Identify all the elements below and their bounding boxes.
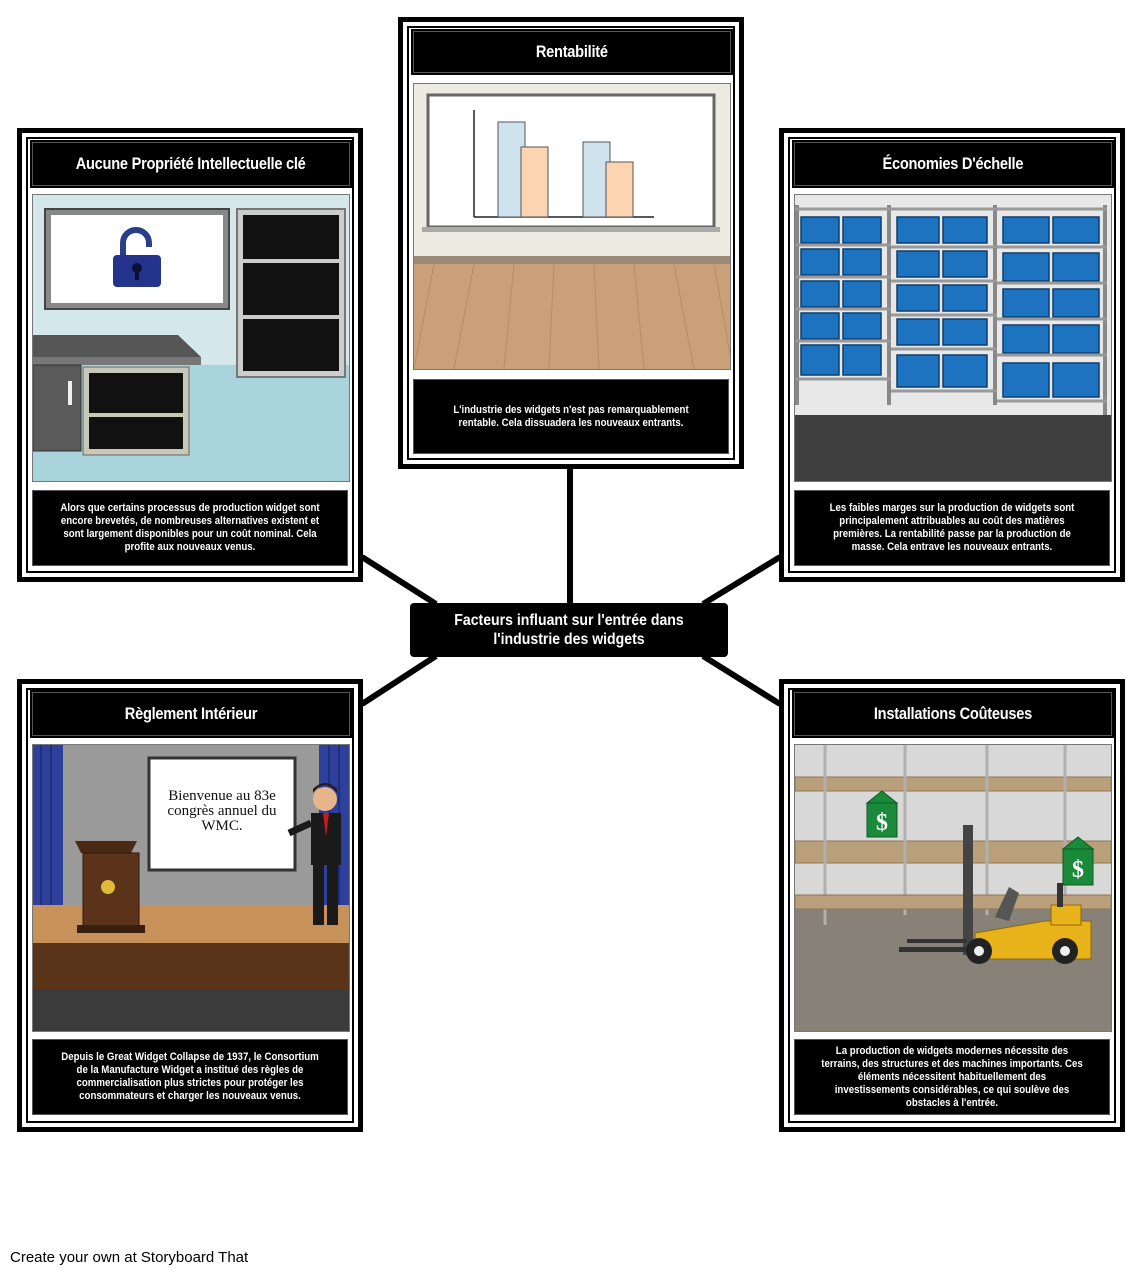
card-title: Règlement Intérieur [32,692,350,736]
card-title: Économies D'échelle [794,142,1112,186]
scene-warehouse-bins [794,194,1112,482]
connector-right-bottom [703,656,780,704]
connector-left-top [362,557,436,604]
card-title: Aucune Propriété Intellectuelle clé [32,142,350,186]
card-title: Rentabilité [413,31,731,73]
scene-classroom-chart [413,83,731,370]
connector-right-top [703,557,780,604]
card-description: Depuis le Great Widget Collapse de 1937, le Consortium de la Manufacture Widget a institué des règles de commercialisation plus strictes pour protéger les consommateurs et charger les nouveaux venus. [32,1039,348,1115]
footer-credit[interactable]: Create your own at Storyboard That [10,1249,249,1266]
welcome-sign-text: Bienvenue au 83e congrès annuel du WMC. [167,788,277,834]
card-description: Alors que certains processus de production widget sont encore brevetés, de nombreuses alternatives existent et sont largement disponibles pour un coût nominal. Cela profite aux nouveaux venus. [32,490,348,566]
chart-bar [606,162,633,217]
svg-text:$: $ [876,810,888,836]
scene-warehouse-forklift [794,744,1112,1032]
card-description: La production de widgets modernes nécessite des terrains, des structures et des machines importants. Ces éléments nécessitent habituellement des investissements considérables, ce qui soulève des obstacles à l'entrée. [794,1039,1110,1115]
scene-lab [32,194,350,482]
card-description: Les faibles marges sur la production de widgets sont principalement attribuables au coût des matières premières. La rentabilité passe par la production de masse. Cela entrave les nouveaux entrants. [794,490,1110,566]
whiteboard [428,95,714,227]
central-topic: Facteurs influant sur l'entrée dans l'industrie des widgets [410,603,728,657]
svg-text:$: $ [1072,857,1084,883]
card-title: Installations Coûteuses [794,692,1112,736]
scene-conference-stage [32,744,350,1032]
chart-bar [521,147,548,217]
card-description: L'industrie des widgets n'est pas remarquablement rentable. Cela dissuadera les nouveaux entrants. [413,379,729,454]
connector-left-bottom [362,656,436,704]
podium [75,841,145,933]
